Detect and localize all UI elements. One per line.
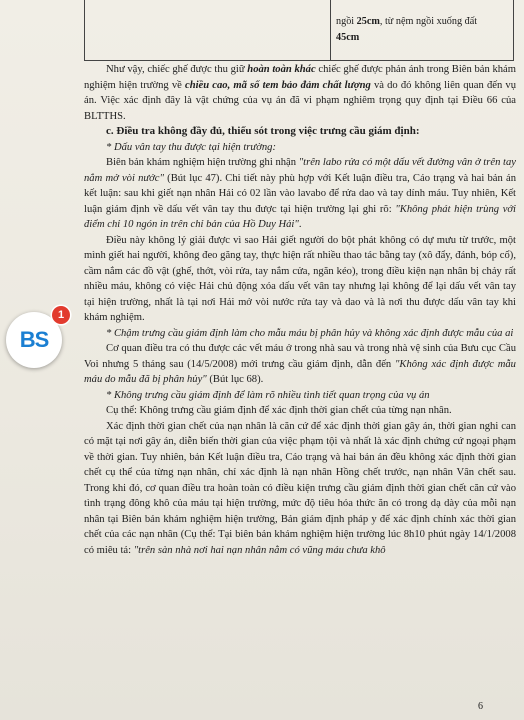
text-run-quote: "Không phát hiện trùng với điểm chỉ 10 ngón in trên chỉ bản của Hồ Duy Hải" <box>84 203 517 230</box>
text-run: chiếc ghế được phản ánh trong Biên bản khám nghiệm hiện trường về <box>84 64 516 91</box>
body-text <box>84 62 516 558</box>
text-run-quote: "Không xác định được mẫu máu do mẫu đã bị phân hủy" <box>84 358 516 385</box>
table-fragment <box>84 0 514 61</box>
table-text: ngồi <box>336 16 357 27</box>
page-number: 6 <box>478 701 483 712</box>
table-divider <box>330 0 331 60</box>
text-run-quote: "trên sàn nhà nơi hai nạn nhân nằm có vũng máu chưa khô <box>133 544 386 556</box>
paragraph: Cụ thể: Không trưng cầu giám định để xác định thời gian chết của từng nạn nhân. <box>106 405 452 416</box>
paragraph <box>84 62 516 124</box>
text-run: (Bút lục 47). Chi tiết này phù hợp với Kết luận điều tra, Cáo trạng và hai bản án kết luận: sau khi giết nạn nhân Hải có 02 lần vào lavabo để rửa dao và tay dính máu. Tuy nhiên, Kết luận giám định về dấu vết vân tay thu được tại hiện trường lại ghi rõ: <box>84 172 516 215</box>
notification-count-badge: 1 <box>52 306 70 324</box>
text-run: Biên bản khám nghiệm hiện trường ghi nhận <box>106 157 299 168</box>
text-run-emphasis: chiều cao, mã số tem bảo đảm chất lượng <box>185 79 371 91</box>
text-run-quote: "trên labo rửa có một dấu vết đường vân ở trên tay nắm mở vòi nước" <box>84 157 516 184</box>
text-run: (Bút lục 68). <box>206 374 264 385</box>
text-run: Cơ quan điều tra có thu được các vết máu ở trong nhà sau và trong nhà vệ sinh của Bưu cục Cầu Voi nhưng 5 tháng sau (14/5/2008) mới trưng cầu giám định, dẫn đến <box>84 343 516 370</box>
subheading: * Chậm trưng cầu giám định làm cho mẫu máu bị phân hủy và không xác định được mẫu của ai <box>106 327 514 339</box>
table-text: , từ nệm ngồi xuống đất <box>379 16 478 27</box>
subheading: * Dấu vân tay thu được tại hiện trường: <box>106 141 276 153</box>
paragraph <box>84 155 516 233</box>
text-run: và do đó không liên quan đến vụ án. Việc xác định đây là vật chứng của vụ án đã vi phạm nghiêm trọng quy định tại Điều 66 của BLTTHS. <box>84 79 516 122</box>
paragraph <box>84 419 516 559</box>
subheading: * Không trưng cầu giám định để làm rõ nhiều tình tiết quan trọng của vụ án <box>106 389 430 401</box>
bs-logo-text: BS <box>19 327 49 352</box>
paragraph <box>84 341 516 388</box>
text-run: Như vậy, chiếc ghế được thu giữ <box>106 64 248 75</box>
section-heading: c. Điều tra không đầy đủ, thiếu sót trong việc trưng cầu giám định: <box>106 125 420 137</box>
paragraph: Điều này không lý giải được vì sao Hải giết người do bột phát không có dự mưu từ trước, một mình giết hai người, không đeo găng tay, thực hiện rất nhiều thao tác bằng tay (xô đẩy, đánh, bóp cổ), cầm nắm các đồ vật (ghế, thớt, vòi rửa, tay nắm cửa, ngăn kéo), trong điều kiện nạn nhân bị chảy rất nhiều máu, không có việc Hải chủ động xóa dấu vết vân tay nhưng lại không để lại dấu vết vân tay tại hiện trường, nhất là tại nơi Hải mở vòi nước rửa tay và dao và là nơi thu được dấu vân tay khi khám nghiệm. <box>84 234 516 323</box>
text-run: . <box>298 219 302 230</box>
text-run: Xác định thời gian chết của nạn nhân là căn cứ để xác định thời gian gây án, thời gian nghi can có mặt tại nơi gây án, diễn biến thời gian của việc phạm tội và nhất là xác định chứng cứ ngoại phạm về thời gian. Tuy nhiên, bản Kết luận điều tra, Cáo trạng và hai bản án đều không xác định thời gian chết cụ thể của từng nạn nhân, chỉ xác định là nạn nhân Hồng chết trước, nạn nhân Vân chết sau. Trong khi đó, cơ quan điều tra hoàn toàn có điều kiện trưng cầu giám định thời gian chết căn cứ vào tình trạng đông khô của máu tại hiện trường, mức độ tiêu hóa thức ăn có trong dạ dày của mỗi nạn nhân tại Biên bản khám nghiệm hiện trường, Bản giám định pháp y để xác định chính xác thời gian chết của các nạn nhân (Cụ thể: Tại biên bản khám nghiệm hiện trường lúc 8h10 phút ngày 14/1/2008 có miêu tả: <box>84 420 516 556</box>
table-cell-right <box>336 14 508 46</box>
table-text-bold: 45cm <box>336 32 360 43</box>
text-run-emphasis: hoàn toàn khác <box>247 64 316 75</box>
table-text-bold: 25cm <box>356 16 380 27</box>
